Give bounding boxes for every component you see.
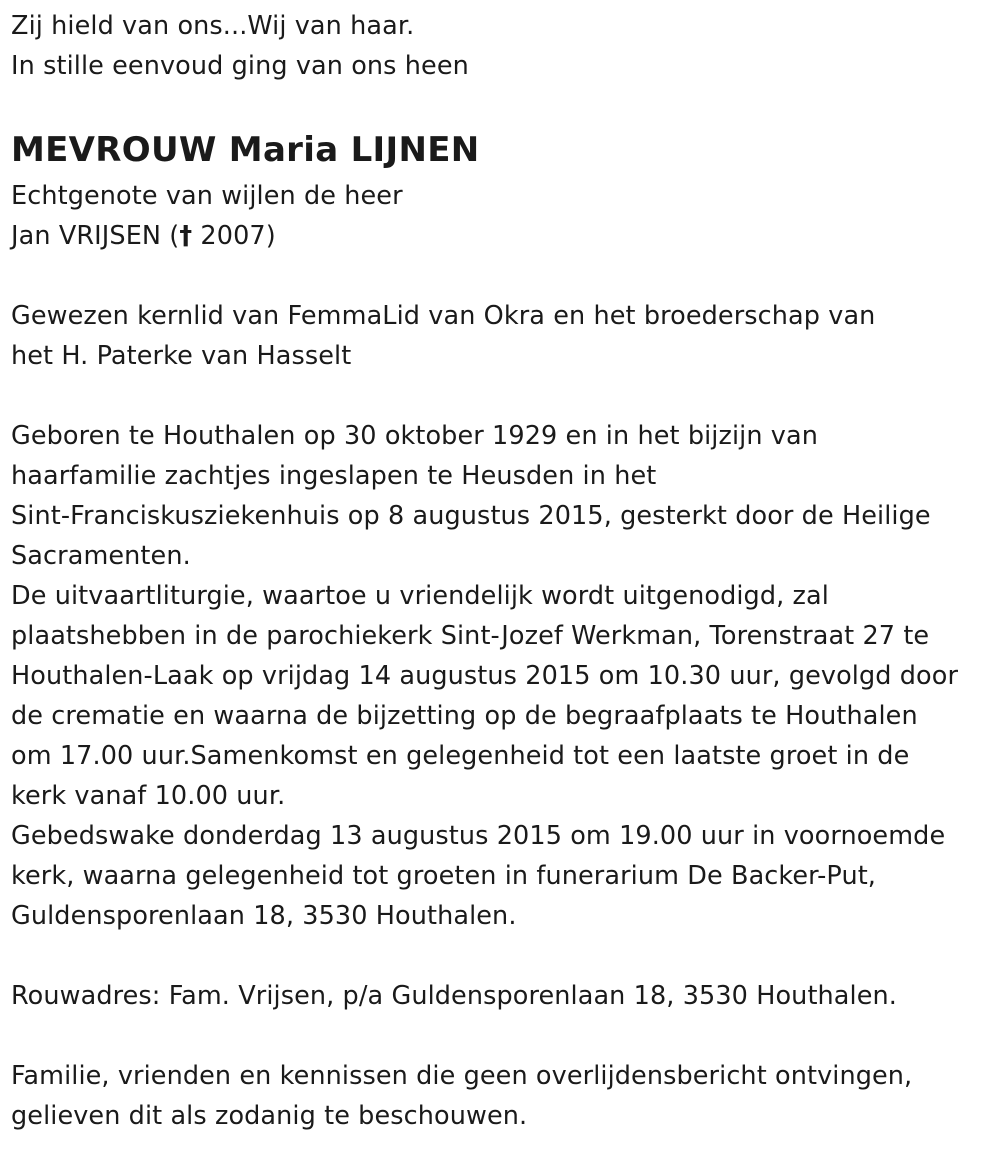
biography-line: Houthalen-Laak op vrijdag 14 augustus 2015 om 10.30 uur, gevolgd door: [11, 661, 959, 691]
spouse-line-2: [11, 216, 991, 256]
biography-line: De uitvaartliturgie, waartoe u vriendelijk wordt uitgenodigd, zal: [11, 581, 829, 611]
closing-line: gelieven dit als zodanig te beschouwen.: [11, 1101, 528, 1131]
biography-line: de crematie en waarna de bijzetting op de begraafplaats te Houthalen: [11, 701, 918, 731]
cross-icon: †: [179, 221, 193, 251]
deceased-name: MEVROUW Maria LIJNEN: [11, 130, 480, 170]
biography-line: Gebedswake donderdag 13 augustus 2015 om 19.00 uur in voornoemde: [11, 821, 946, 851]
biography-line: Sint-Franciskusziekenhuis op 8 augustus 2015, gesterkt door de Heilige: [11, 501, 931, 531]
biography-line: Guldensporenlaan 18, 3530 Houthalen.: [11, 901, 517, 931]
spouse-name-suffix: 2007): [192, 221, 276, 251]
biography-line: kerk vanaf 10.00 uur.: [11, 781, 286, 811]
mourning-address: Rouwadres: Fam. Vrijsen, p/a Guldensporenlaan 18, 3530 Houthalen.: [11, 981, 897, 1011]
biography-line: plaatshebben in de parochiekerk Sint-Jozef Werkman, Torenstraat 27 te: [11, 621, 930, 651]
biography-line: kerk, waarna gelegenheid tot groeten in funerarium De Backer-Put,: [11, 861, 877, 891]
obituary-notice: [11, 6, 991, 1136]
spacer: [11, 1016, 991, 1056]
spacer: [11, 376, 991, 416]
biography-line: Geboren te Houthalen op 30 oktober 1929 en in het bijzijn van: [11, 421, 818, 451]
spouse-name-prefix: Jan VRIJSEN (: [11, 221, 180, 251]
biography-line: Sacramenten.: [11, 541, 191, 571]
biography-line: om 17.00 uur.Samenkomst en gelegenheid tot een laatste groet in de: [11, 741, 910, 771]
intro-line-1: Zij hield van ons...Wij van haar.: [11, 11, 415, 41]
spacer: [11, 936, 991, 976]
spacer: [11, 256, 991, 296]
closing-line: Familie, vrienden en kennissen die geen overlijdensbericht ontvingen,: [11, 1061, 913, 1091]
spouse-line-1: Echtgenote van wijlen de heer: [11, 181, 403, 211]
membership-line: Gewezen kernlid van FemmaLid van Okra en het broederschap van: [11, 301, 876, 331]
membership-line: het H. Paterke van Hasselt: [11, 341, 352, 371]
intro-line-2: In stille eenvoud ging van ons heen: [11, 51, 469, 81]
biography-line: haarfamilie zachtjes ingeslapen te Heusden in het: [11, 461, 657, 491]
